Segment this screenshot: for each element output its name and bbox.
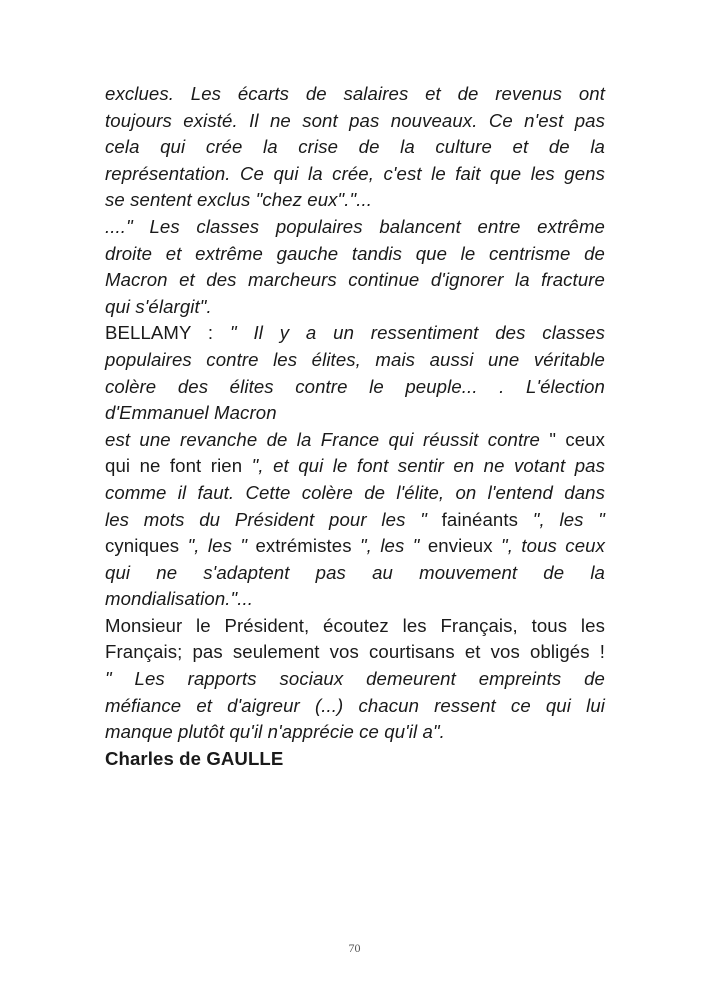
text-line: colère des élites contre le peuple... . L'élection [105,375,605,397]
text-line: se sentent exclus "chez eux"."... [105,189,373,211]
text-segment: extrémistes [255,535,352,557]
text-line: cela qui crée la crise de la culture et de la [105,136,605,158]
text-line: qui ne s'adaptent pas au mouvement de la [105,561,605,583]
text-line: Monsieur le Président, écoutez les Français, tous les [105,614,605,636]
text-line: mondialisation."... [105,588,254,610]
text-line: droite et extrême gauche tandis que le centrisme de [105,242,605,264]
quote-line: méfiance et d'aigreur (...) chacun ressent ce qui lui [105,694,605,716]
text-line: d'Emmanuel Macron [105,402,277,424]
quote-text: " Il y a un ressentiment des classes [213,322,605,344]
quote-line: " Les rapports sociaux demeurent empreints de [105,668,605,690]
text-line: qui s'élargit". [105,295,212,317]
text-line: toujours existé. Il ne sont pas nouveaux. Ce n'est pas [105,109,605,131]
text-line: comme il faut. Cette colère de l'élite, on l'entend dans [105,481,605,503]
text-segment: ", tous ceux [492,535,605,557]
text-line: représentation. Ce qui la crée, c'est le fait que les gens [105,162,605,184]
text-line: Macron et des marcheurs continue d'ignorer la fracture [105,269,605,291]
speaker-name: BELLAMY : [105,322,214,344]
text-line [105,507,605,534]
text-line [105,320,605,347]
text-line: ...." Les classes populaires balancent entre extrême [105,215,605,237]
text-line [105,427,605,454]
text-line [105,533,605,560]
text-segment: cyniques [105,535,180,557]
text-segment: ", et qui le font sentir en ne votant pas [251,455,605,477]
quote-author: Charles de GAULLE [105,747,284,769]
quote-line: manque plutôt qu'il n'apprécie ce qu'il a". [105,721,445,743]
text-line: Français; pas seulement vos courtisans et vos obligés ! [105,641,605,663]
text-segment: envieux [427,535,493,557]
body-text [105,81,605,772]
text-segment: ", les " [351,535,428,557]
text-segment: ", les " [179,535,256,557]
text-segment: est une revanche de la France qui réussit contre [105,428,550,450]
text-line [105,453,605,480]
text-segment: ", les " [518,508,605,530]
text-segment: les mots du Président pour les " [105,508,442,530]
page-number: 70 [348,941,361,955]
text-line: populaires contre les élites, mais aussi une véritable [105,348,605,370]
text-segment: fainéants [441,508,519,530]
text-segment: " ceux [549,428,605,450]
text-segment: qui ne font rien [105,455,252,477]
text-line: exclues. Les écarts de salaires et de revenus ont [105,83,605,104]
